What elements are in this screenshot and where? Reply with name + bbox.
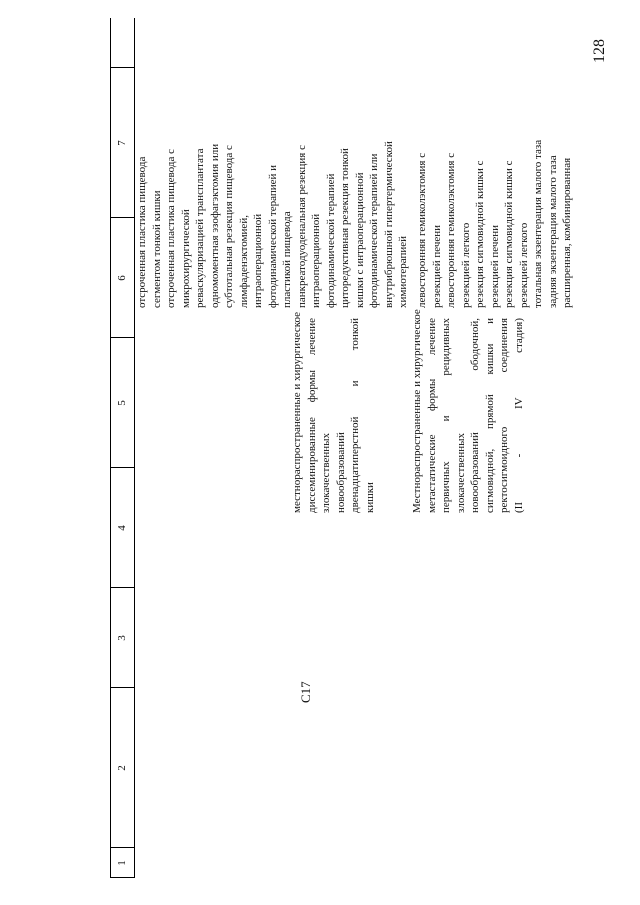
column-header-4: 4	[116, 525, 128, 531]
text-line: фотодинамической терапией или	[368, 153, 380, 308]
text-line: резекцией легкого	[517, 222, 530, 308]
text-line: резекцией печени	[430, 224, 443, 308]
text-line: злокачественных	[454, 432, 467, 513]
text-line: интраоперационной	[252, 213, 264, 308]
text-line: отсроченная пластика пищевода с	[165, 149, 177, 308]
text-line: интраоперационной	[310, 213, 322, 308]
text-line: левосторонняя гемиколэктомия с	[416, 152, 428, 308]
text-line: субтотальная резекция пищевода с	[223, 145, 235, 308]
text-line: новообразований ободочной,	[469, 318, 481, 513]
text-line: внутрибрюшной гипертермической	[382, 141, 395, 308]
text-line: двенадцатиперстной и тонкой	[349, 318, 361, 513]
text-line: первичных и рецидивных	[440, 318, 452, 513]
text-line: одномоментная эзофагэктомия или	[208, 143, 221, 308]
column-header-2: 2	[116, 765, 128, 771]
text-line: отсроченная пластика пищевода	[136, 156, 148, 308]
text-line: тотальная экзентерация малого таза	[532, 139, 544, 308]
text-line: реваскуляризацией трансплантата	[194, 148, 206, 308]
row2-treatment-methods	[415, 98, 575, 308]
diagnosis-code: C17	[298, 681, 313, 703]
text-line: резекцией легкого	[459, 222, 472, 308]
row1-treatment-methods	[135, 98, 411, 308]
column-header-3: 3	[116, 635, 128, 641]
table-top-rule	[110, 18, 111, 878]
text-line: левосторонняя гемиколэктомия с	[445, 152, 457, 308]
text-line: местнораспространенные и хирургическое	[291, 311, 303, 513]
text-line: расширенная, комбинированная	[561, 157, 573, 308]
page-number: 128	[591, 39, 608, 63]
column-header-6: 6	[116, 275, 128, 281]
text-line: лимфаденэктомией,	[237, 215, 250, 308]
text-line: резекцией печени	[488, 224, 501, 308]
text-line: фотодинамической терапией	[324, 173, 337, 308]
text-line: злокачественных	[320, 432, 332, 513]
text-line: диссеминированные формы лечение	[305, 318, 318, 513]
text-line: метастатические формы лечение	[425, 318, 438, 513]
column-header-7: 7	[116, 140, 128, 146]
text-line: Местнораспространенные и хирургическое	[411, 309, 423, 513]
text-line: кишки	[363, 482, 376, 513]
text-line: резекция сигмовидной кишки с	[503, 160, 515, 308]
text-line: (II - IV стадия)	[512, 318, 525, 513]
text-line: ректосигмоидного соединения	[498, 318, 510, 513]
text-line: задняя экзентерация малого таза	[546, 155, 559, 308]
column-header-5: 5	[116, 400, 128, 406]
text-line: резекция сигмовидной кишки с	[474, 160, 486, 308]
row1-model-description	[290, 311, 377, 513]
text-line: фотодинамической терапией и	[266, 164, 279, 308]
text-line: кишки с интраоперационной	[353, 172, 366, 308]
text-line: панкреатодуоденальная резекция с	[295, 145, 308, 308]
text-line: новообразований	[334, 432, 347, 513]
row2-model-description	[410, 309, 526, 513]
text-line: сегментом тонкой кишки	[150, 190, 163, 308]
text-line: пластикой пищевода	[281, 211, 293, 308]
column-header-1: 1	[116, 860, 128, 866]
text-line: сигмовидной, прямой кишки и	[483, 318, 496, 513]
text-line: химиотерапией	[397, 235, 409, 308]
rotated-table	[110, 18, 610, 878]
text-line: микрохирургической	[179, 209, 192, 308]
text-line: циторедуктивная резекция тонкой	[339, 148, 351, 308]
